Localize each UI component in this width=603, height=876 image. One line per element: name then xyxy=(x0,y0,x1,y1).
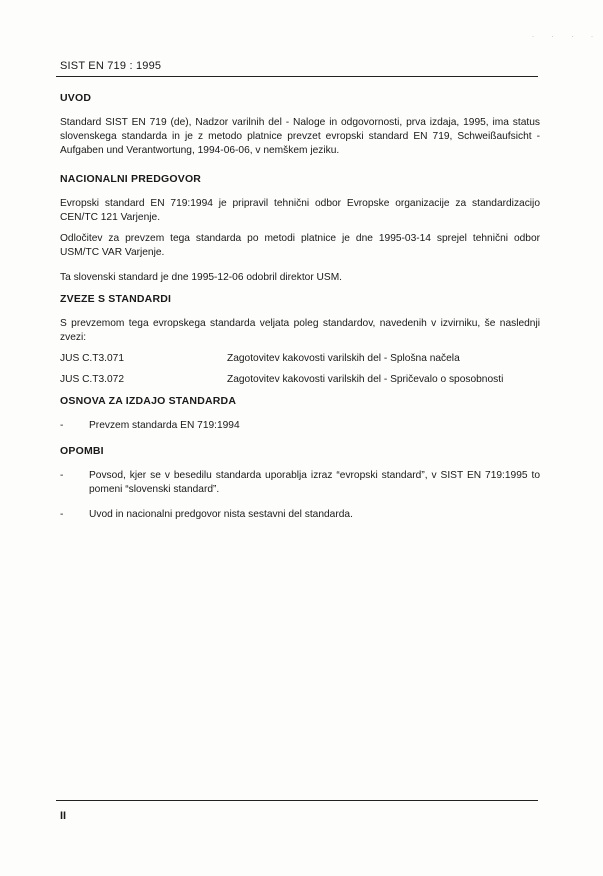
scan-specks: · · · · xyxy=(532,34,601,40)
predgovor-paragraph-2: Odločitev za prevzem tega standarda po metodi platnice je dne 1995-03-14 sprejel tehnični odbor USM/TC VAR Varjenje. xyxy=(60,233,540,258)
zveze-intro: S prevzemom tega evropskega standarda veljata poleg standardov, navedenih v izvirniku, še naslednji zvezi: xyxy=(60,318,540,343)
document-header: SIST EN 719 : 1995 xyxy=(60,60,162,72)
list-dash: - xyxy=(60,509,64,520)
reference-row xyxy=(60,352,540,366)
list-dash: - xyxy=(60,470,64,481)
reference-code: JUS C.T3.071 xyxy=(60,353,124,364)
section-heading-uvod: UVOD xyxy=(60,92,92,104)
section-heading-osnova: OSNOVA ZA IZDAJO STANDARDA xyxy=(60,395,237,407)
section-heading-predgovor: NACIONALNI PREDGOVOR xyxy=(60,173,202,185)
list-item xyxy=(60,508,540,522)
list-item-text: Prevzem standarda EN 719:1994 xyxy=(89,420,240,431)
predgovor-paragraph-3: Ta slovenski standard je dne 1995-12-06 odobril direktor USM. xyxy=(60,272,343,283)
list-item-text: Uvod in nacionalni predgovor nista sestavni del standarda. xyxy=(89,509,353,520)
list-item xyxy=(60,469,540,497)
predgovor-paragraph-1: Evropski standard EN 719:1994 je pripravil tehnični odbor Evropske organizacije za standardizacijo CEN/TC 121 Varjenje. xyxy=(60,198,540,223)
reference-title: Zagotovitev kakovosti varilskih del - Splošna načela xyxy=(227,353,460,364)
page-number: II xyxy=(60,810,67,822)
header-rule xyxy=(56,76,538,77)
list-item-text: Povsod, kjer se v besedilu standarda uporablja izraz “evropski standard”, v SIST EN 719:1995 to pomeni “slovenski standard”. xyxy=(89,470,540,495)
document-body xyxy=(60,91,540,522)
list-item xyxy=(60,419,540,433)
reference-code: JUS C.T3.072 xyxy=(60,374,124,385)
reference-title: Zagotovitev kakovosti varilskih del - Spričevalo o sposobnosti xyxy=(227,374,504,385)
uvod-paragraph: Standard SIST EN 719 (de), Nadzor varilnih del - Naloge in odgovornosti, prva izdaja, 1995, ima status slovenskega standarda in je z metodo platnice prevzet evropski standard EN 719, Schweißaufsicht - Aufgaben und Verantwortung, 1994-06-06, v nemškem jeziku. xyxy=(60,117,540,156)
section-heading-zveze: ZVEZE S STANDARDI xyxy=(60,293,172,305)
footer-rule xyxy=(56,800,538,801)
section-heading-opombi: OPOMBI xyxy=(60,445,104,457)
reference-row xyxy=(60,373,540,387)
list-dash: - xyxy=(60,420,64,431)
